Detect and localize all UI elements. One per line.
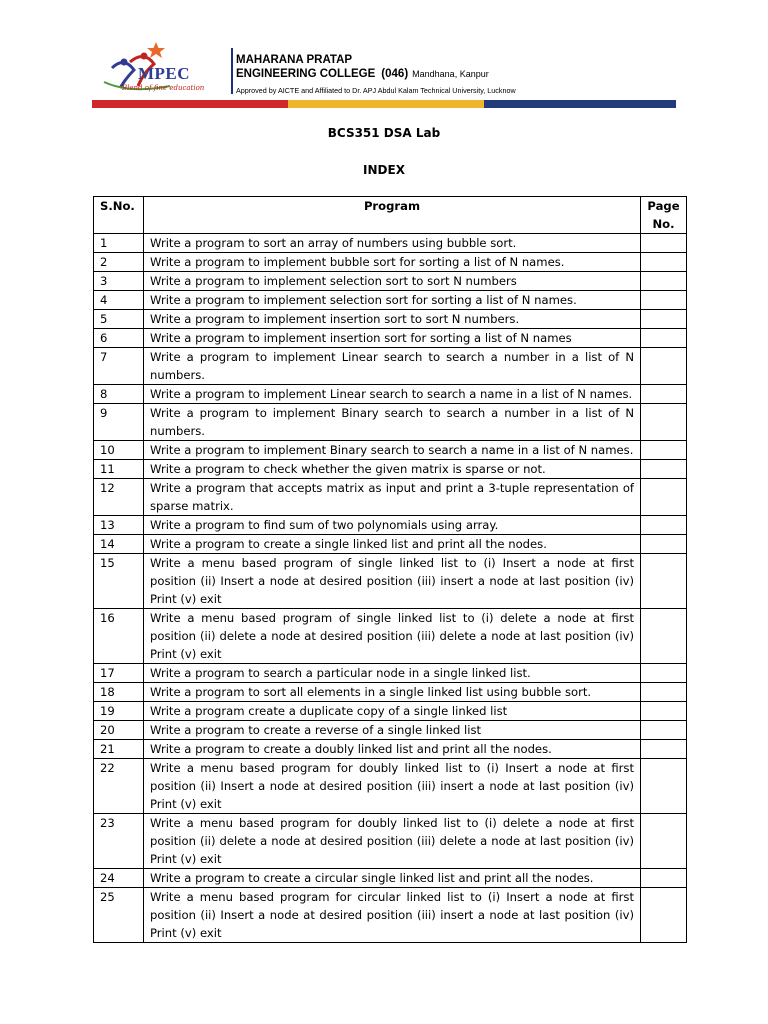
table-row [94, 869, 687, 888]
table-row [94, 554, 687, 609]
row-program: Write a menu based program for doubly linked list to (i) delete a node at first position (ii) delete a node at desired position (iii) delete a node at last position (iv) Print (v) exit [144, 814, 641, 869]
row-sno: 12 [94, 479, 144, 516]
lab-title: BCS351 DSA Lab [327, 126, 441, 140]
row-program: Write a program to sort all elements in a single linked list using bubble sort. [144, 683, 641, 702]
table-row [94, 479, 687, 516]
row-page [641, 479, 687, 516]
table-row [94, 348, 687, 385]
row-page [641, 460, 687, 479]
row-page [641, 404, 687, 441]
table-row [94, 253, 687, 272]
row-page [641, 702, 687, 721]
row-sno: 9 [94, 404, 144, 441]
table-row [94, 609, 687, 664]
row-program: Write a menu based program of single linked list to (i) delete a node at first position (ii) delete a node at desired position (iii) delete a node at last position (iv) Print (v) exit [144, 609, 641, 664]
row-program: Write a program to create a single linked list and print all the nodes. [144, 535, 641, 554]
row-program: Write a menu based program for circular linked list to (i) Insert a node at first position (ii) Insert a node at desired position (iii) insert a node at last position (iv) Print (v) exit [144, 888, 641, 943]
row-sno: 16 [94, 609, 144, 664]
row-program: Write a program to sort an array of numbers using bubble sort. [144, 234, 641, 253]
row-page [641, 441, 687, 460]
table-row [94, 888, 687, 943]
row-page [641, 516, 687, 535]
row-program: Write a program to check whether the given matrix is sparse or not. [144, 460, 641, 479]
row-sno: 20 [94, 721, 144, 740]
row-program: Write a program to implement insertion sort to sort N numbers. [144, 310, 641, 329]
row-program: Write a program to create a reverse of a single linked list [144, 721, 641, 740]
row-page [641, 759, 687, 814]
row-page [641, 664, 687, 683]
table-row [94, 310, 687, 329]
row-sno: 23 [94, 814, 144, 869]
row-page [641, 535, 687, 554]
row-page [641, 348, 687, 385]
row-program: Write a program to implement selection sort to sort N numbers [144, 272, 641, 291]
row-page [641, 291, 687, 310]
row-sno: 21 [94, 740, 144, 759]
row-page [641, 272, 687, 291]
row-page [641, 253, 687, 272]
header-stripe [92, 100, 676, 108]
college-code: (046) [381, 68, 409, 80]
header-page: Page No. [641, 197, 687, 234]
row-program: Write a menu based program for doubly linked list to (i) Insert a node at first position (ii) Insert a node at desired position (iii) insert a node at last position (iv) Print (v) exit [144, 759, 641, 814]
row-page [641, 329, 687, 348]
table-row [94, 291, 687, 310]
table-row [94, 759, 687, 814]
row-program: Write a program to implement Linear search to search a number in a list of N numbers. [144, 348, 641, 385]
row-sno: 1 [94, 234, 144, 253]
table-row [94, 234, 687, 253]
row-page [641, 721, 687, 740]
logo-text: MPEC [138, 64, 191, 83]
row-page [641, 683, 687, 702]
table-row [94, 664, 687, 683]
row-sno: 11 [94, 460, 144, 479]
row-page [641, 609, 687, 664]
row-sno: 18 [94, 683, 144, 702]
row-program: Write a program to implement insertion sort for sorting a list of N names [144, 329, 641, 348]
index-title: INDEX [363, 163, 405, 177]
row-program: Write a menu based program of single linked list to (i) Insert a node at first position (ii) Insert a node at desired position (iii) insert a node at last position (iv) Print (v) exit [144, 554, 641, 609]
college-logo [100, 42, 224, 94]
header-divider [231, 48, 233, 94]
logo-tagline: Blend of fine education [122, 84, 205, 92]
row-program: Write a program to implement Binary search to search a number in a list of N numbers. [144, 404, 641, 441]
row-sno: 14 [94, 535, 144, 554]
table-body [94, 234, 687, 943]
stripe-navy [484, 100, 676, 108]
row-sno: 22 [94, 759, 144, 814]
row-program: Write a program to implement selection sort for sorting a list of N names. [144, 291, 641, 310]
table-row [94, 814, 687, 869]
row-page [641, 888, 687, 943]
table-row [94, 329, 687, 348]
table-row [94, 721, 687, 740]
row-page [641, 869, 687, 888]
row-program: Write a program to implement bubble sort for sorting a list of N names. [144, 253, 641, 272]
row-program: Write a program to create a doubly linked list and print all the nodes. [144, 740, 641, 759]
row-sno: 7 [94, 348, 144, 385]
letterhead [92, 40, 676, 110]
approval-text: Approved by AICTE and Affiliated to Dr. APJ Abdul Kalam Technical University, Lucknow [236, 86, 516, 95]
header-program: Program [144, 197, 641, 234]
table-row [94, 535, 687, 554]
college-name-line2-text: ENGINEERING COLLEGE [236, 68, 376, 80]
row-sno: 19 [94, 702, 144, 721]
row-sno: 24 [94, 869, 144, 888]
row-sno: 6 [94, 329, 144, 348]
row-sno: 25 [94, 888, 144, 943]
row-page [641, 234, 687, 253]
stripe-red [92, 100, 288, 108]
row-page [641, 385, 687, 404]
row-page [641, 554, 687, 609]
row-program: Write a program that accepts matrix as input and print a 3-tuple representation of sparse matrix. [144, 479, 641, 516]
table-row [94, 702, 687, 721]
row-program: Write a program to find sum of two polynomials using array. [144, 516, 641, 535]
stripe-yellow [288, 100, 484, 108]
row-program: Write a program to implement Linear search to search a name in a list of N names. [144, 385, 641, 404]
row-program: Write a program to search a particular node in a single linked list. [144, 664, 641, 683]
index-table [93, 196, 687, 943]
table-row [94, 460, 687, 479]
row-program: Write a program create a duplicate copy of a single linked list [144, 702, 641, 721]
row-sno: 4 [94, 291, 144, 310]
college-name-line2 [236, 68, 489, 80]
table-header-row [94, 197, 687, 234]
row-sno: 3 [94, 272, 144, 291]
table-row [94, 272, 687, 291]
table-row [94, 516, 687, 535]
row-program: Write a program to implement Binary search to search a name in a list of N names. [144, 441, 641, 460]
row-sno: 5 [94, 310, 144, 329]
college-location: Mandhana, Kanpur [412, 69, 489, 79]
table-row [94, 683, 687, 702]
header-sno: S.No. [94, 197, 144, 234]
row-sno: 17 [94, 664, 144, 683]
row-sno: 13 [94, 516, 144, 535]
college-name-line1: MAHARANA PRATAP [236, 54, 353, 66]
table-row [94, 441, 687, 460]
row-program: Write a program to create a circular single linked list and print all the nodes. [144, 869, 641, 888]
row-page [641, 814, 687, 869]
table-row [94, 385, 687, 404]
table-row [94, 740, 687, 759]
row-page [641, 310, 687, 329]
row-sno: 2 [94, 253, 144, 272]
table-row [94, 404, 687, 441]
row-page [641, 740, 687, 759]
row-sno: 15 [94, 554, 144, 609]
row-sno: 10 [94, 441, 144, 460]
row-sno: 8 [94, 385, 144, 404]
